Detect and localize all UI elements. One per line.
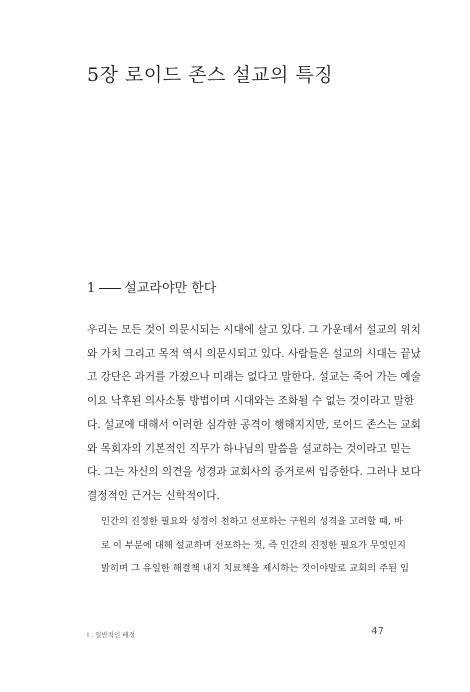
section-number: 1: [87, 281, 96, 296]
body-line: 고 강단은 과거를 가졌으나 미래는 없다고 말한다. 설교는 죽어 가는 예술: [87, 371, 421, 384]
body-line: 우리는 모든 것이 의문시되는 시대에 살고 있다. 그 가운데서 설교의 위치: [87, 324, 421, 336]
body-paragraph: [87, 319, 421, 509]
body-line: 와 목회자의 기본적인 직무가 하나님의 말씀을 설교하는 것이라고 믿는: [87, 442, 411, 455]
chapter-title: 5장 로이드 존스 설교의 특징: [87, 64, 334, 86]
body-line: 다. 그는 자신의 의견을 성경과 교회사의 증거로써 입증한다. 그러나 보다: [87, 466, 421, 479]
body-line: 다. 설교에 대해서 이러한 심각한 공격이 행해지지만, 로이드 존스는 교회: [87, 418, 421, 431]
body-line: 결정적인 근거는 신학적이다.: [87, 489, 220, 502]
body-line: 와 가치 그리고 목적 역시 의문시되고 있다. 사람들은 설교의 시대는 끝났: [87, 347, 421, 360]
quote-line: 로 이 부분에 대해 설교하며 선포하는 것, 즉 인간의 진정한 필요가 무엇인지: [101, 539, 406, 551]
page-number: 47: [371, 626, 384, 637]
section-title: 설교라야만 한다: [124, 281, 217, 296]
body-line: 이요 낙후된 의사소통 방법이며 시대와는 조화될 수 없는 것이라고 말한: [87, 395, 415, 408]
block-quote: [101, 510, 409, 581]
quote-line: 밝히며 그 유일한 해결책 내지 치료책을 제시하는 것이야말로 교회의 주된 임: [101, 563, 409, 575]
section-heading: [87, 277, 216, 296]
section-dash: [99, 288, 121, 289]
quote-line: 인간의 진정한 필요와 성경이 천하고 선포하는 구원의 성격을 고려할 때, 바: [101, 516, 403, 527]
running-footer: I . 일반적인 배경: [87, 631, 135, 639]
